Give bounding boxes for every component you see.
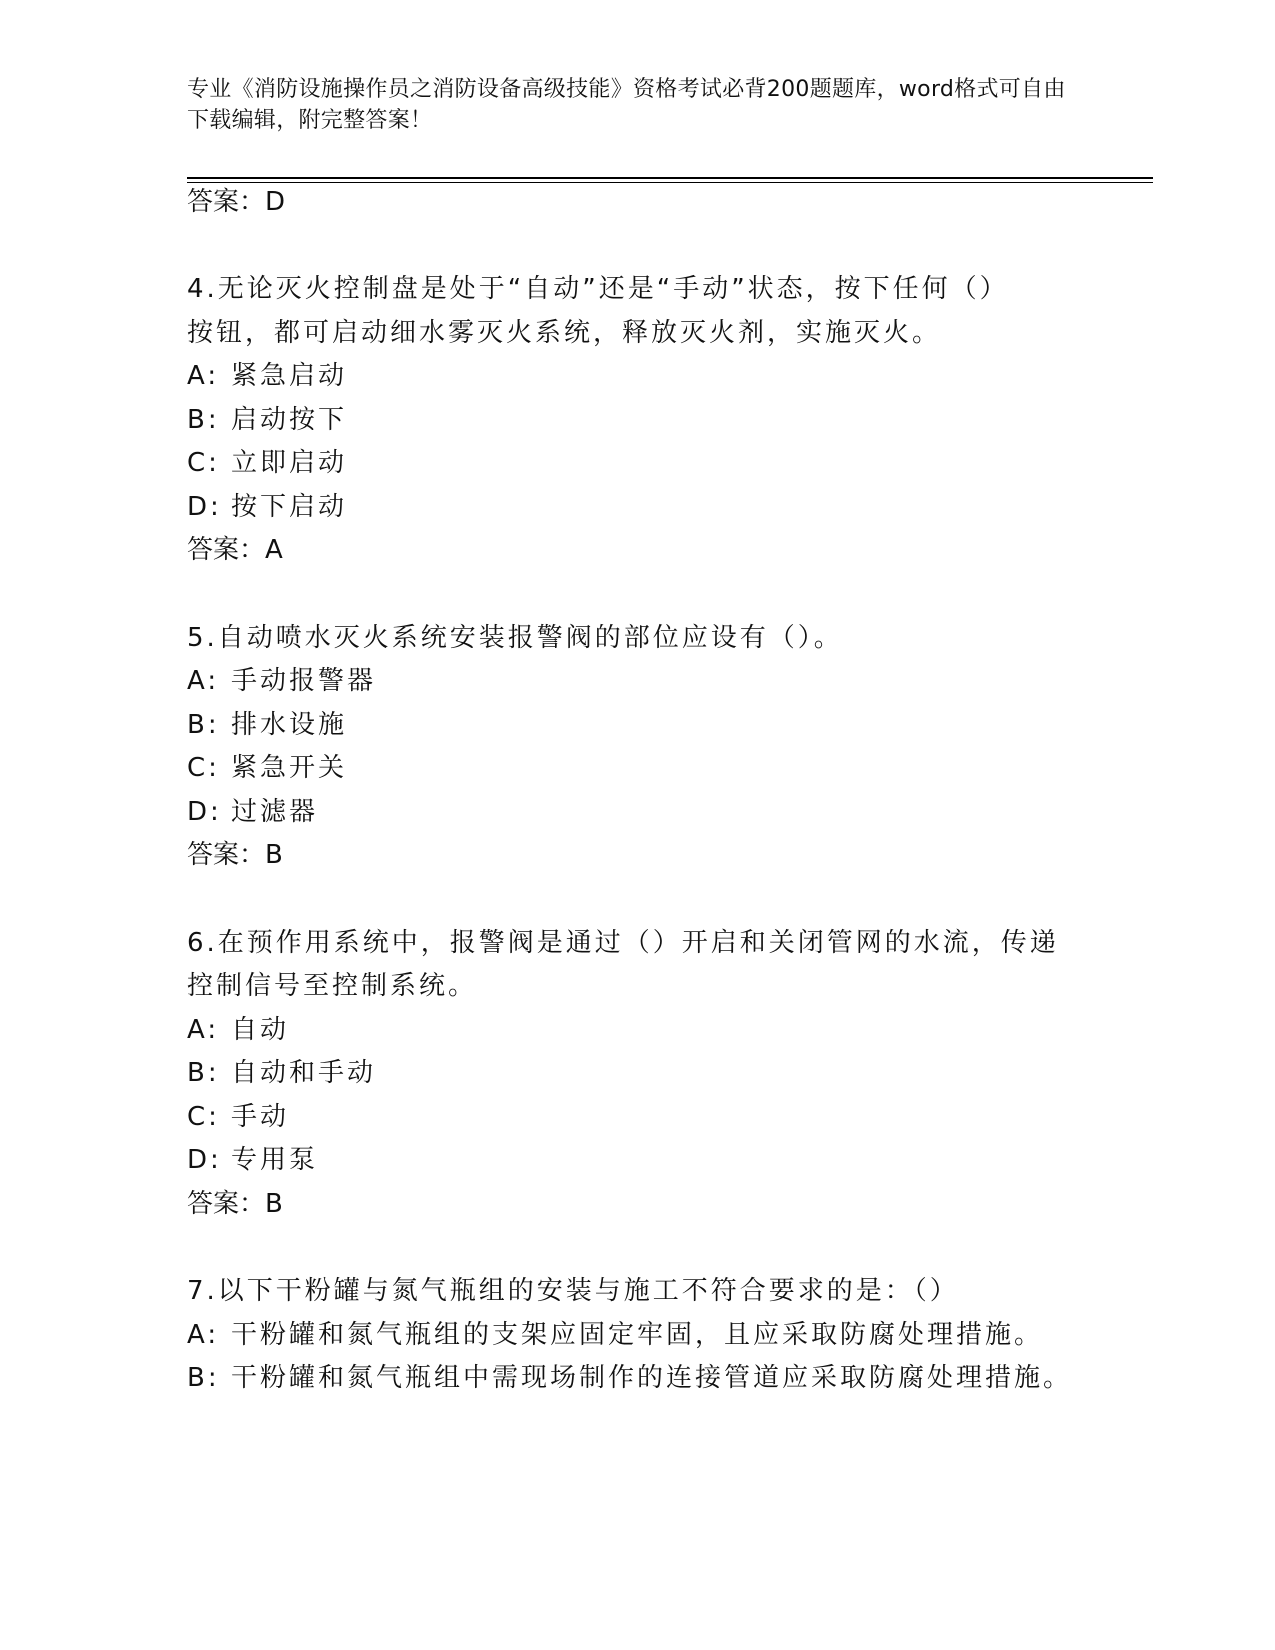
option-text: 专用泵: [231, 1145, 319, 1175]
question-4-option-c: [187, 446, 347, 480]
option-letter: A:: [187, 361, 220, 391]
option-letter: D:: [187, 492, 222, 522]
option-letter: B:: [187, 710, 220, 740]
question-6-option-b: [187, 1056, 376, 1090]
question-5-option-d: [187, 795, 318, 829]
option-letter: C:: [187, 448, 220, 478]
question-5-answer: 答案：B: [187, 840, 283, 870]
option-text: 紧急启动: [231, 361, 348, 391]
option-letter: A:: [187, 666, 220, 696]
option-letter: C:: [187, 1102, 220, 1132]
option-letter: A:: [187, 1320, 220, 1350]
question-5-stem-line-1: 5.自动喷水灭火系统安装报警阀的部位应设有（）。: [187, 623, 843, 653]
option-text: 自动和手动: [231, 1058, 377, 1088]
option-text: 手动: [231, 1102, 290, 1132]
question-6-answer: 答案：B: [187, 1189, 283, 1219]
question-5-option-a: [187, 664, 376, 698]
header-divider-thick: [187, 177, 1153, 179]
option-letter: B:: [187, 405, 220, 435]
option-letter: B:: [187, 1363, 220, 1393]
option-letter: D:: [187, 1145, 222, 1175]
question-6-option-d: [187, 1143, 318, 1177]
question-5-option-c: [187, 751, 347, 785]
question-4-stem-line-2: 按钮，都可启动细水雾灭火系统，释放灭火剂，实施灭火。: [187, 318, 942, 348]
option-text: 干粉罐和氮气瓶组中需现场制作的连接管道应采取防腐处理措施。: [231, 1363, 1073, 1393]
option-text: 启动按下: [231, 405, 348, 435]
question-5-option-b: [187, 708, 347, 742]
question-7-option-b: [187, 1361, 1072, 1395]
option-text: 按下启动: [231, 492, 348, 522]
option-text: 手动报警器: [231, 666, 377, 696]
question-6-option-a: [187, 1013, 289, 1047]
option-text: 过滤器: [231, 797, 319, 827]
option-text: 排水设施: [231, 710, 348, 740]
question-7-option-a: [187, 1318, 1043, 1352]
option-letter: C:: [187, 753, 220, 783]
option-letter: A:: [187, 1015, 220, 1045]
document-header-description: 专业《消防设施操作员之消防设备高级技能》资格考试必背200题题库，word格式可自由下载编辑，附完整答案！: [187, 77, 1066, 133]
previous-question-answer: 答案：D: [187, 187, 286, 217]
question-4-option-b: [187, 403, 347, 437]
question-4-option-d: [187, 490, 347, 524]
question-4-answer: 答案：A: [187, 535, 283, 565]
question-4-option-a: [187, 359, 347, 393]
option-letter: B:: [187, 1058, 220, 1088]
option-text: 自动: [231, 1015, 290, 1045]
question-6-stem-line-1: 6.在预作用系统中，报警阀是通过（）开启和关闭管网的水流，传递: [187, 928, 1059, 958]
question-6-stem-line-2: 控制信号至控制系统。: [187, 971, 478, 1001]
question-7-stem-line-1: 7.以下干粉罐与氮气瓶组的安装与施工不符合要求的是：（）: [187, 1276, 959, 1306]
option-text: 紧急开关: [231, 753, 348, 783]
option-text: 干粉罐和氮气瓶组的支架应固定牢固，且应采取防腐处理措施。: [231, 1320, 1044, 1350]
header-divider-thin: [187, 182, 1153, 183]
option-text: 立即启动: [231, 448, 348, 478]
option-letter: D:: [187, 797, 222, 827]
question-4-stem-line-1: 4.无论灭火控制盘是处于“自动”还是“手动”状态，按下任何（）: [187, 274, 1009, 304]
question-6-option-c: [187, 1100, 289, 1134]
